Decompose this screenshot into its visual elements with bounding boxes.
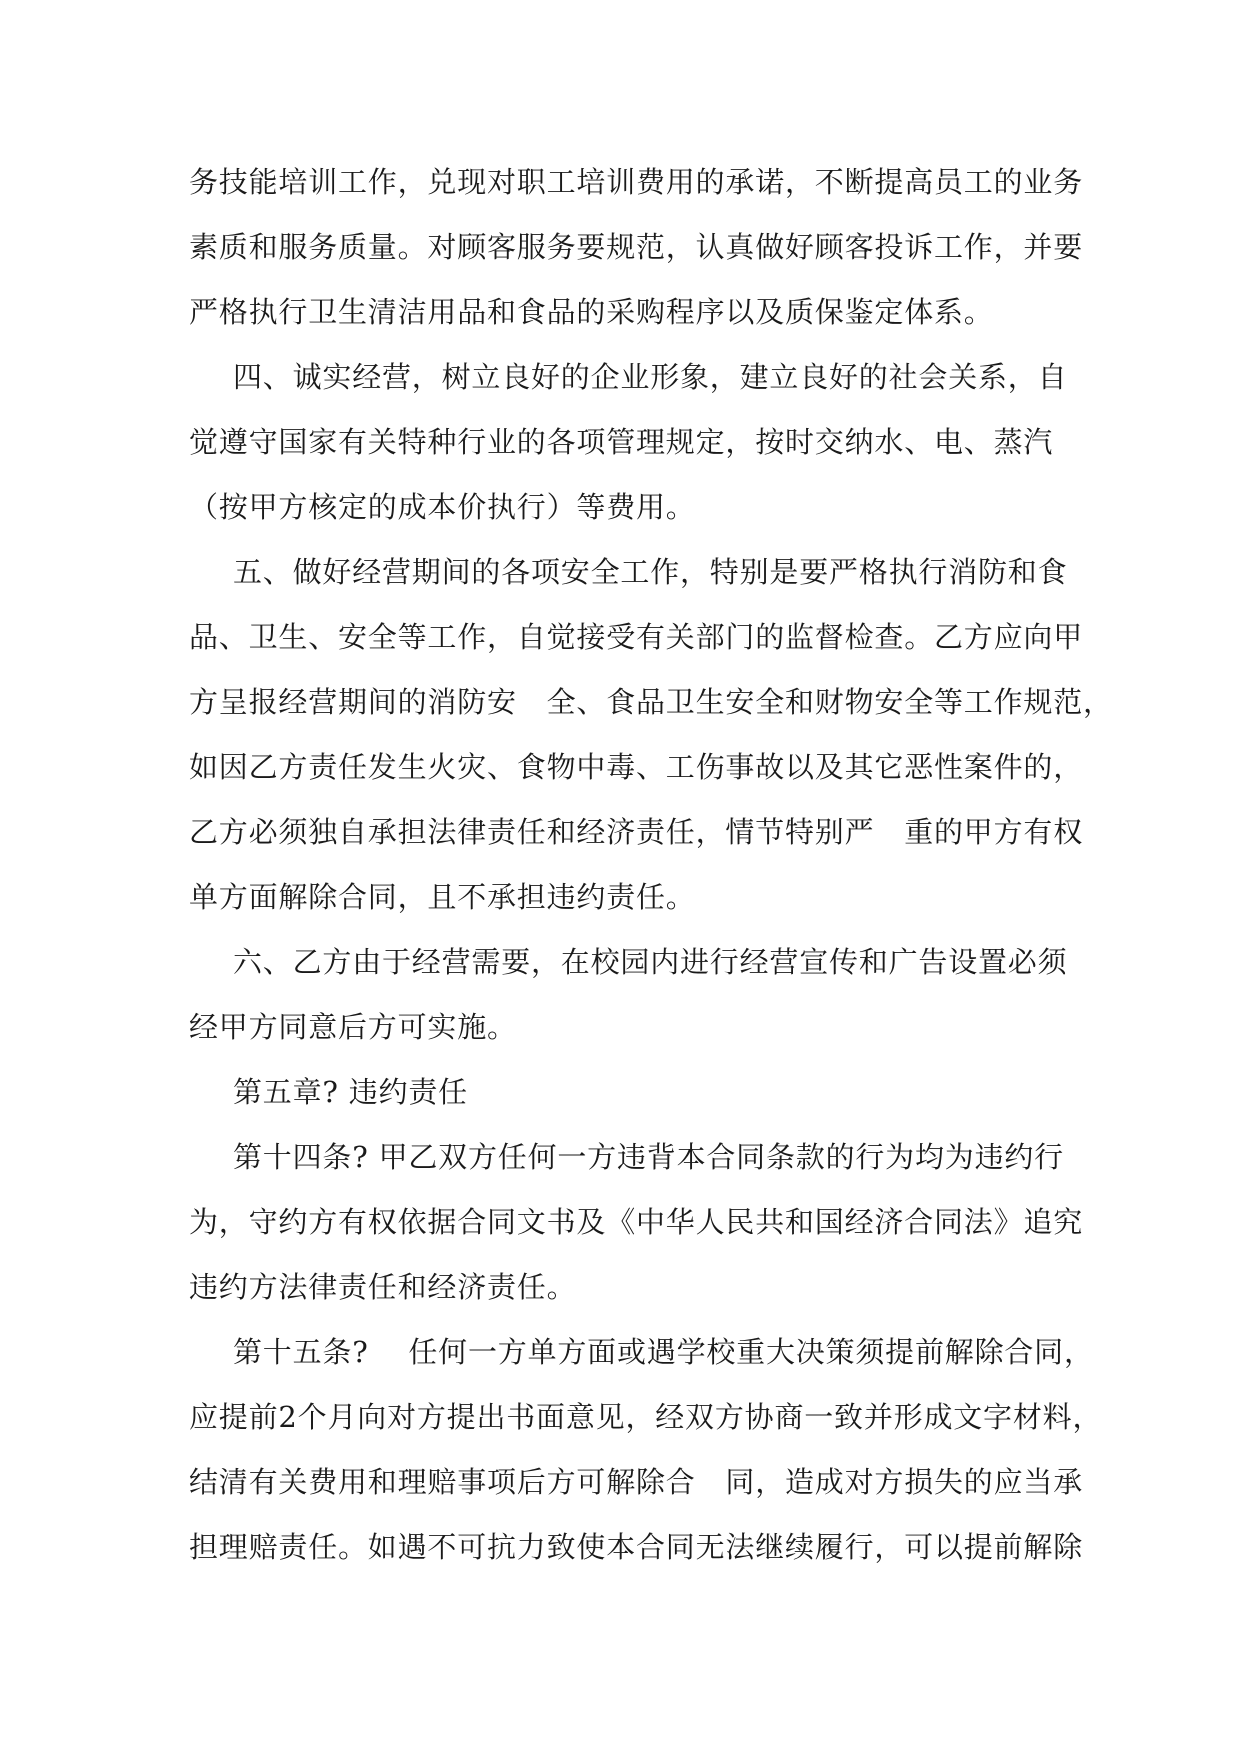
document-line: 严格执行卫生清洁用品和食品的采购程序以及质保鉴定体系。 [189,295,994,329]
document-line: 第十四条? 甲乙双方任何一方违背本合同条款的行为均为违约行 [233,1140,1064,1174]
document-line: 品、卫生、安全等工作，自觉接受有关部门的监督检查。乙方应向甲 [189,620,1084,654]
document-line: 如因乙方责任发生火灾、食物中毒、工伤事故以及其它恶性案件的， [189,750,1084,784]
document-line: 觉遵守国家有关特种行业的各项管理规定，按时交纳水、电、蒸汽 [189,425,1054,459]
document-line: 结清有关费用和理赔事项后方可解除合 同，造成对方损失的应当承 [189,1465,1084,1499]
document-line: 五、做好经营期间的各项安全工作，特别是要严格执行消防和食 [233,555,1068,589]
document-line: 素质和服务质量。对顾客服务要规范，认真做好顾客投诉工作，并要 [189,230,1084,264]
document-line: 方呈报经营期间的消防安 全、食品卫生安全和财物安全等工作规范， [189,685,1113,719]
document-line: （按甲方核定的成本价执行）等费用。 [189,490,696,524]
document-line: 违约方法律责任和经济责任。 [189,1270,577,1304]
document-line: 应提前2个月向对方提出书面意见，经双方协商一致并形成文字材料， [189,1400,1103,1434]
document-line: 乙方必须独自承担法律责任和经济责任，情节特别严 重的甲方有权 [189,815,1084,849]
document-body [189,150,1113,1580]
document-line: 务技能培训工作，兑现对职工培训费用的承诺，不断提高员工的业务 [189,165,1084,199]
document-line: 第十五条? 任何一方单方面或遇学校重大决策须提前解除合同， [233,1335,1094,1369]
document-line: 四、诚实经营，树立良好的企业形象，建立良好的社会关系，自 [233,360,1068,394]
document-line: 单方面解除合同，且不承担违约责任。 [189,880,696,914]
document-line: 为，守约方有权依据合同文书及《中华人民共和国经济合同法》追究 [189,1205,1084,1239]
document-line: 六、乙方由于经营需要，在校园内进行经营宣传和广告设置必须 [233,945,1068,979]
document-line: 担理赔责任。如遇不可抗力致使本合同无法继续履行，可以提前解除 [189,1530,1084,1564]
document-line: 经甲方同意后方可实施。 [189,1010,517,1044]
document-line: 第五章? 违约责任 [233,1075,468,1109]
